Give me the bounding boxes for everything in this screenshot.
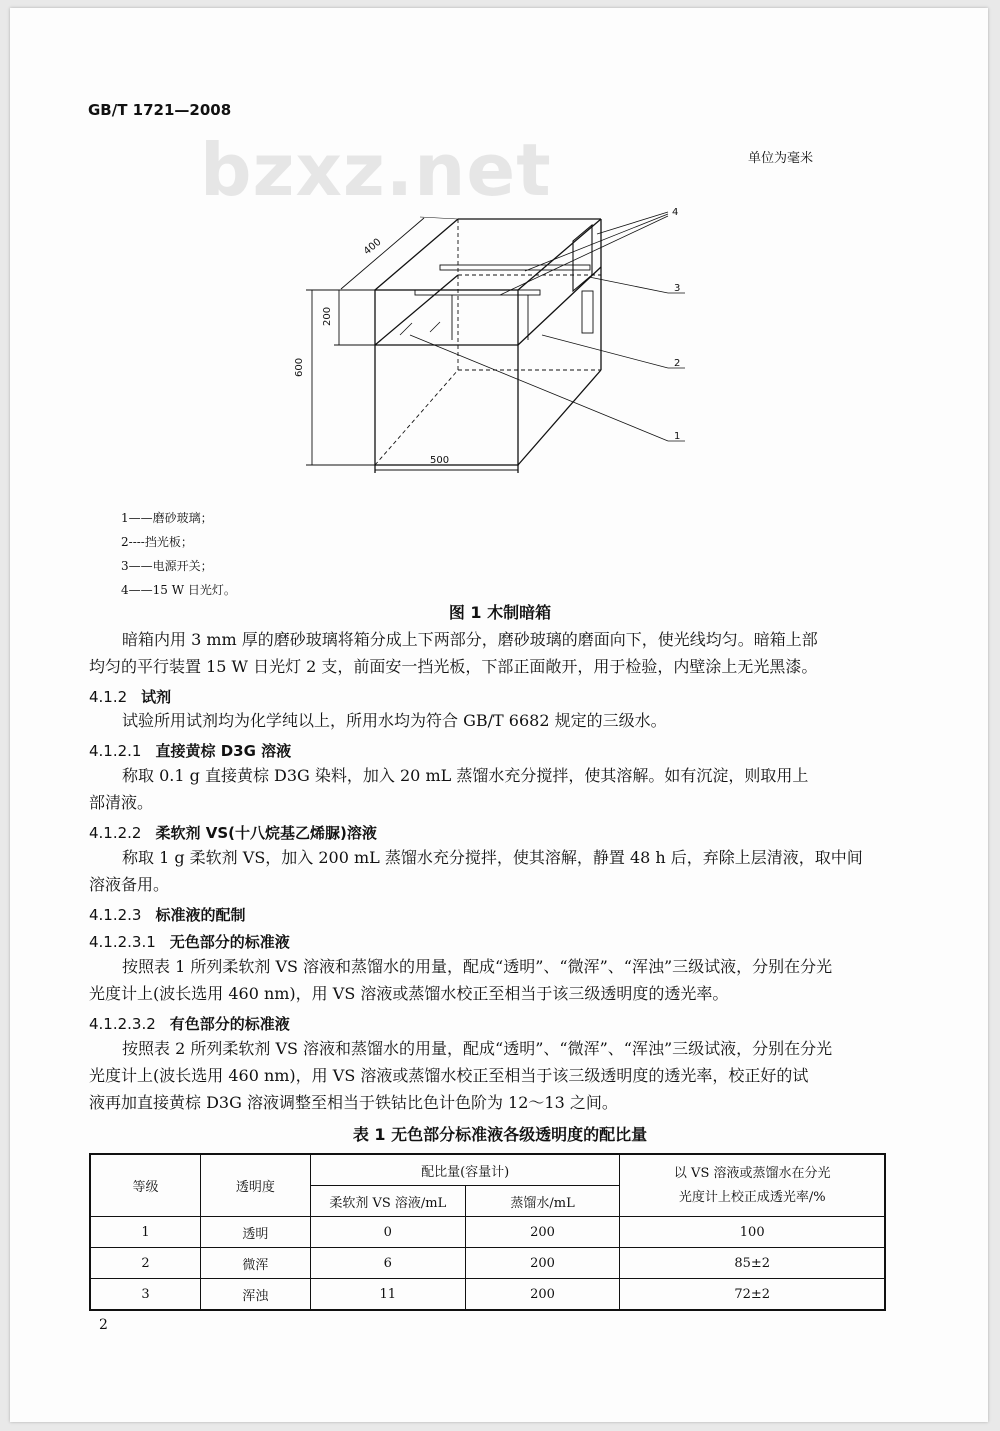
dim-upper-height: 200: [322, 306, 333, 326]
cell-vs: 6: [310, 1248, 465, 1279]
cell-transmittance: 72±2: [620, 1279, 885, 1311]
dim-total-height: 600: [294, 357, 305, 377]
section-heading: 4.1.2.3 标准液的配制: [89, 906, 246, 924]
cell-water: 200: [465, 1279, 620, 1311]
paragraph-line: 部清液。: [89, 793, 154, 812]
paragraph-line: 液再加直接黄棕 D3G 溶液调整至相当于铁钴比色计色阶为 12～13 之间。: [89, 1093, 618, 1112]
paragraph-line: 暗箱内用 3 mm 厚的磨砂玻璃将箱分成上下两部分，磨砂玻璃的磨面向下，使光线均匀。暗箱上部: [122, 630, 818, 649]
header-transmittance: 以 VS 溶液或蒸馏水在分光 光度计上校正成透光率/%: [620, 1154, 885, 1217]
section-heading: 4.1.2.3.2 有色部分的标准液: [89, 1015, 290, 1033]
paragraph-line: 光度计上(波长选用 460 nm)，用 VS 溶液或蒸馏水校正至相当于该三级透明度的透光率，校正好的试: [89, 1066, 809, 1085]
cell-water: 200: [465, 1248, 620, 1279]
legend-item: 3——电源开关；: [121, 559, 213, 573]
cell-grade: 2: [90, 1248, 200, 1279]
cell-vs: 11: [310, 1279, 465, 1311]
callout-4: 4: [672, 207, 679, 218]
cell-clarity: 浑浊: [200, 1279, 310, 1311]
figure-caption: 图 1 木制暗箱: [448, 603, 552, 622]
header-water: 蒸馏水/mL: [465, 1186, 620, 1217]
paragraph-line: 溶液备用。: [89, 875, 170, 894]
callout-3: 3: [674, 283, 681, 294]
figure-legend: [121, 506, 236, 602]
header-vs: 柔软剂 VS 溶液/mL: [310, 1186, 465, 1217]
cell-grade: 3: [90, 1279, 200, 1311]
section-heading: 4.1.2.2 柔软剂 VS(十八烷基乙烯脲)溶液: [89, 824, 377, 842]
page-number: 2: [99, 1317, 108, 1333]
watermark: bzxz.net: [200, 128, 552, 212]
header-grade: 等级: [90, 1154, 200, 1217]
header-ratio: 配比量(容量计): [310, 1154, 620, 1186]
paragraph-line: 均匀的平行装置 15 W 日光灯 2 支，前面安一挡光板，下部正面敞开，用于检验，内壁涂上无光黑漆。: [89, 657, 818, 676]
standard-code: GB/T 1721—2008: [88, 101, 232, 119]
paragraph-line: 称取 1 g 柔软剂 VS，加入 200 mL 蒸馏水充分搅拌，使其溶解，静置 48 h 后，弃除上层清液，取中间: [122, 848, 863, 867]
ratio-table: [89, 1153, 886, 1311]
cell-water: 200: [465, 1217, 620, 1248]
cell-transmittance: 100: [620, 1217, 885, 1248]
section-heading: 4.1.2.1 直接黄棕 D3G 溶液: [89, 742, 292, 760]
callout-1: 1: [674, 431, 681, 442]
cell-transmittance: 85±2: [620, 1248, 885, 1279]
paragraph-line: 按照表 2 所列柔软剂 VS 溶液和蒸馏水的用量，配成“透明”、“微浑”、“浑浊”三级试液，分别在分光: [122, 1039, 833, 1058]
table-row: [90, 1279, 885, 1311]
dim-width: 500: [430, 455, 450, 466]
cell-clarity: 透明: [200, 1217, 310, 1248]
dark-box-figure: [270, 195, 710, 475]
callout-2: 2: [674, 358, 681, 369]
unit-note: 单位为毫米: [748, 151, 814, 166]
legend-item: 4——15 W 日光灯。: [121, 583, 236, 597]
paragraph-line: 按照表 1 所列柔软剂 VS 溶液和蒸馏水的用量，配成“透明”、“微浑”、“浑浊”三级试液，分别在分光: [122, 957, 833, 976]
table-row: [90, 1217, 885, 1248]
cell-clarity: 微浑: [200, 1248, 310, 1279]
section-heading: 4.1.2.3.1 无色部分的标准液: [89, 933, 290, 951]
legend-item: 1——磨砂玻璃；: [121, 511, 213, 525]
table-row: [90, 1248, 885, 1279]
paragraph-line: 称取 0.1 g 直接黄棕 D3G 染料，加入 20 mL 蒸馏水充分搅拌，使其溶解。如有沉淀，则取用上: [122, 766, 809, 785]
paragraph-line: 试验所用试剂均为化学纯以上，所用水均为符合 GB/T 6682 规定的三级水。: [122, 711, 667, 730]
dim-depth: 400: [361, 236, 384, 258]
legend-item: 2----挡光板；: [121, 535, 193, 549]
table-title: 表 1 无色部分标准液各级透明度的配比量: [352, 1125, 648, 1144]
cell-vs: 0: [310, 1217, 465, 1248]
header-clarity: 透明度: [200, 1154, 310, 1217]
cell-grade: 1: [90, 1217, 200, 1248]
section-heading: 4.1.2 试剂: [89, 688, 172, 706]
paragraph-line: 光度计上(波长选用 460 nm)，用 VS 溶液或蒸馏水校正至相当于该三级透明度的透光率。: [89, 984, 729, 1003]
